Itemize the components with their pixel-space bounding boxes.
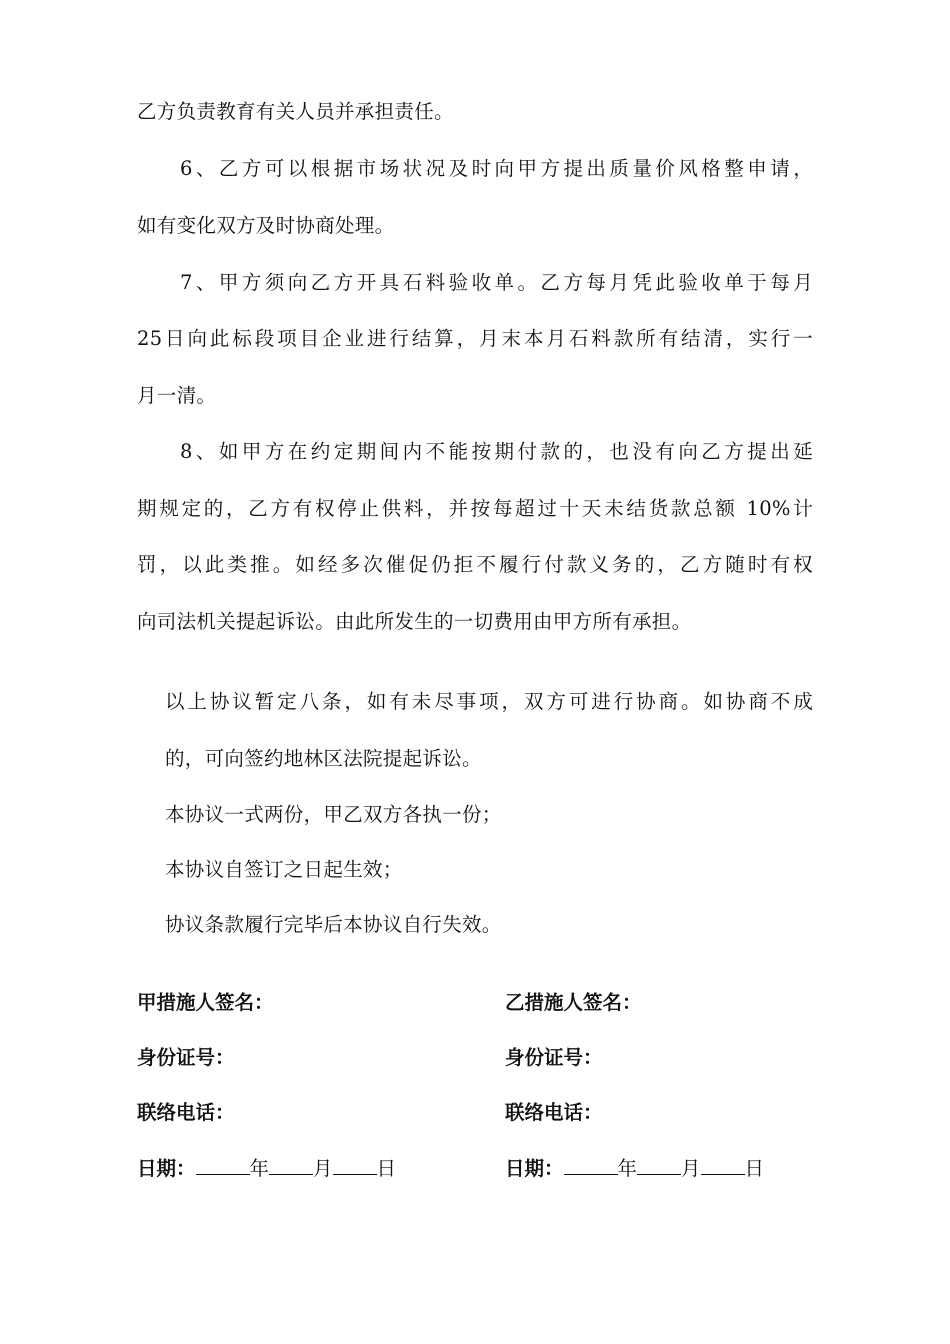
clause-8-line-3: 罚，以此类推。如经多次催促仍拒不履行付款义务的，乙方随时有权	[137, 553, 813, 576]
clause-6-line-2: 如有变化双方及时协商处理。	[137, 214, 395, 237]
party-a-sign-label: 甲措施人签名：	[137, 991, 274, 1014]
party-a-id-label: 身份证号：	[137, 1046, 235, 1069]
party-b-day-blank[interactable]	[701, 1155, 745, 1175]
party-b-phone-label: 联络电话：	[505, 1101, 603, 1124]
party-a-date-label: 日期：	[137, 1157, 196, 1180]
clause-7-line-2: 25日向此标段项目企业进行结算，月末本月石料款所有结清，实行一	[137, 327, 813, 350]
party-a-phone-label: 联络电话：	[137, 1101, 235, 1124]
party-b-date-label: 日期：	[505, 1157, 564, 1180]
party-b-year-blank[interactable]	[564, 1155, 618, 1175]
clause-6-line-1: 6、乙方可以根据市场状况及时向甲方提出质量价风格整申请，	[180, 157, 813, 180]
closing-line-1: 以上协议暂定八条，如有未尽事项，双方可进行协商。如协商不成	[165, 690, 813, 713]
clause-7-line-1: 7、甲方须向乙方开具石料验收单。乙方每月凭此验收单于每月	[180, 271, 813, 294]
closing-line-5: 协议条款履行完毕后本协议自行失效。	[165, 913, 502, 936]
party-a-month-label: 月	[313, 1157, 333, 1180]
clause-8-line-4: 向司法机关提起诉讼。由此所发生的一切费用由甲方所有承担。	[137, 610, 692, 633]
clause-7-line-3: 月一清。	[137, 384, 217, 407]
party-b-month-blank[interactable]	[637, 1155, 681, 1175]
party-b-year-label: 年	[617, 1157, 638, 1180]
clause-8-line-1: 8、如甲方在约定期间内不能按期付款的，也没有向乙方提出延	[180, 440, 813, 463]
party-b-day-label: 日	[744, 1157, 765, 1180]
party-a-day-blank[interactable]	[333, 1155, 377, 1175]
party-b-month-label: 月	[681, 1157, 701, 1180]
closing-line-4: 本协议自签订之日起生效；	[165, 858, 403, 881]
body-line-1: 乙方负责教育有关人员并承担责任。	[137, 100, 454, 123]
closing-line-2: 的，可向签约地林区法院提起诉讼。	[165, 747, 482, 770]
party-a-year-blank[interactable]	[196, 1155, 250, 1175]
party-b-id-label: 身份证号：	[505, 1046, 603, 1069]
party-a-day-label: 日	[376, 1157, 397, 1180]
party-b-date-row	[505, 1155, 764, 1182]
party-b-sign-label: 乙措施人签名：	[505, 991, 642, 1014]
party-a-month-blank[interactable]	[269, 1155, 313, 1175]
clause-8-line-2: 期规定的，乙方有权停止供料，并按每超过十天未结货款总额 10%计	[137, 497, 813, 520]
party-a-date-row	[137, 1155, 396, 1182]
party-a-year-label: 年	[249, 1157, 270, 1180]
closing-line-3: 本协议一式两份，甲乙双方各执一份；	[165, 803, 502, 826]
